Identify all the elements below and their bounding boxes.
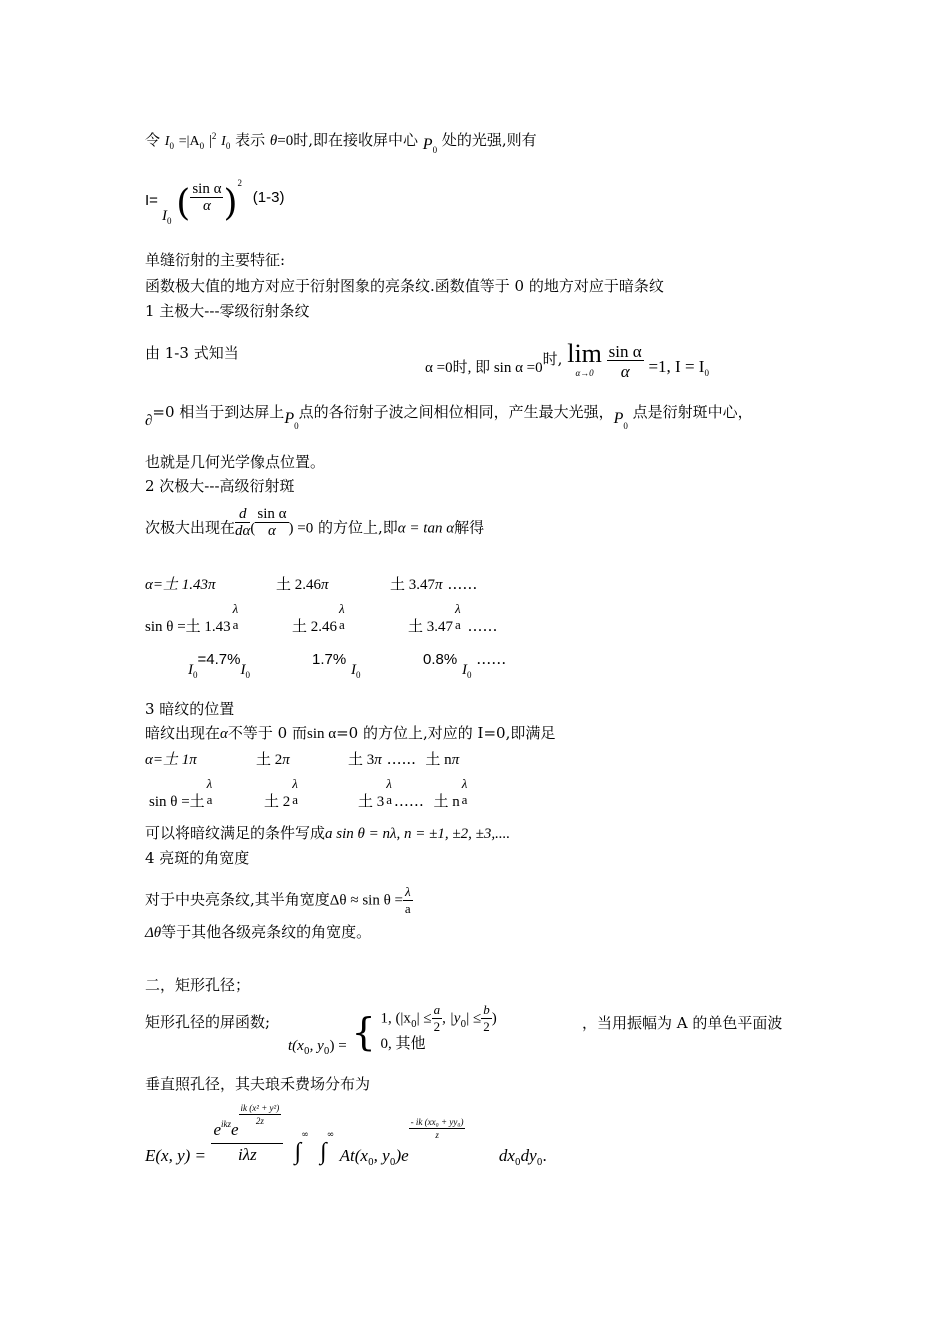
cijida-line: 次极大出现在 $\frac{d}{d\alpha}$ ( $\frac{\text{sin α}}{\alpha}$ ) =0 的方位上,即α = tan α解得 (145, 506, 485, 539)
subscript: 0 (225, 141, 231, 151)
dark-line: 暗纹出现在α不等于 0 而sin α=0 的方位上,对应的 I=0,即满足 (145, 724, 556, 742)
geom-text: 也就是几何光学像点位置。 (145, 453, 326, 471)
eq-label: (1-3) (252, 188, 285, 206)
rect-text-2: ，当用振幅为 A 的单色平面波 (582, 1014, 783, 1032)
sec-I-2: 1.7% $I_0$ (312, 651, 361, 680)
superscript-2: 2 (211, 131, 217, 141)
shi-text: 时, (542, 349, 563, 368)
dark-sin-3: 土 3 λ a …… 土 n λ a (358, 776, 468, 810)
heading-4: 4 亮斑的角宽度 (145, 849, 250, 867)
symbol-P0: P (422, 136, 433, 153)
sec-alpha-2: 土 2.46π (276, 577, 329, 593)
vertical-text: 垂直照孔径，其夫琅禾费场分布为 (145, 1075, 371, 1093)
limit-result: =1, I = I (648, 356, 705, 376)
limit-frac: $\frac{\text{sin α}}{\alpha}$ (608, 342, 642, 381)
left-paren: ( (176, 183, 191, 224)
intro-text-2: 时,即在接收屏中心 (293, 131, 419, 149)
subscript: 0 (199, 141, 205, 151)
intro-text: 令 (145, 131, 161, 149)
youshi-text: 由 1-3 式知当 (145, 344, 239, 362)
sin-alpha-frac: $\frac{\text{sin α}}{\alpha}$ (192, 181, 222, 214)
lim: lim (567, 339, 602, 368)
subscript: 0 (432, 145, 438, 155)
width-line: 对于中央亮条纹,其半角宽度Δθ ≈ sin θ = $\frac{\lambda}{a}$ (145, 884, 411, 916)
symbol-theta: θ (269, 133, 278, 149)
cijida-text-1: 次极大出现在 (145, 518, 236, 537)
section-2-title: 二，矩形孔径； (145, 976, 251, 994)
intro-text-3: 处的光强,则有 (441, 131, 537, 149)
sec-sin-1: sin θ =土 1.43 (145, 619, 231, 635)
symbol-I0-b: I (221, 134, 226, 149)
heading-1: 1 主极大---零级衍射条纹 (145, 302, 310, 320)
biaoshi-text: 表示 (235, 131, 266, 149)
derivative-frac: $\frac{d}{d\alpha}$ (235, 506, 251, 539)
phase-line: ∂=0 相当于到达屏上$P_0$点的各衍射子波之间相位相同，产生最大光强，$P_0$ 点是衍射斑中心， (145, 403, 753, 431)
width-line-2: Δθ等于其他各级亮条纹的角宽度。 (145, 923, 372, 941)
sec-alpha-1: α=土 1.43 (145, 577, 208, 593)
power-2: 2 (237, 177, 242, 188)
features-title: 单缝衍射的主要特征: (145, 251, 286, 269)
alpha-zero: α =0时, 即 sin α =0 (425, 359, 543, 376)
dark-sin-2: 土 2 λ a (264, 776, 298, 810)
cijida-text-2: 的方位上,即 (318, 518, 398, 537)
tan-eq: α = tan α (397, 520, 455, 537)
sec-alpha-3: 土 3.47π …… (390, 575, 478, 593)
sin-alpha-frac-2: $\frac{\text{sin α}}{\alpha}$ (257, 506, 287, 539)
symbol-I0: I (164, 134, 170, 149)
sec-sin-3: 土 3.47 λ a …… (408, 601, 498, 635)
intro-line (145, 130, 537, 155)
dark-sin-row: sin θ =土 λ a (149, 776, 213, 810)
phase-text-1: =0 相当于到达屏上 (152, 403, 285, 421)
partial-symbol: ∂ (145, 413, 153, 429)
heading-2: 2 次极大---高级衍射斑 (145, 477, 295, 495)
symbol-I0: I (162, 207, 167, 224)
equals-abs-A: =|A (178, 134, 200, 149)
cijida-text-3: 解得 (454, 518, 485, 537)
sec-I-1: $I_0=4.7\%I_0$ (188, 651, 250, 680)
equation-1-3 (145, 190, 158, 211)
rect-screen-function: $t(x_0$, $y_0$) = { 1, ($|x_0|$ ≤ $\frac{a}{2}$ , $|y_0|$ ≤ $\frac{b}{2}$ ) 0, 其他 (288, 1002, 497, 1057)
features-text: 函数极大值的地方对应于衍射图象的亮条纹.函数值等于 0 的地方对应于暗条纹 (145, 277, 664, 295)
eq-zero: ) =0 (288, 520, 314, 537)
sec-I-3: 0.8% $I_0$ …… (423, 650, 507, 680)
phase-text-3: 点是衍射斑中心， (632, 403, 753, 421)
lim-under: α→0 (575, 368, 594, 378)
dark-alpha-2: 土 2π (256, 752, 290, 768)
equals-zero: =0 (277, 133, 294, 149)
dark-alpha-row: α=土 1π (145, 752, 197, 768)
rect-line: 矩形孔径的屏函数; (145, 1013, 271, 1031)
condition-line: 可以将暗纹满足的条件写成a sin θ = nλ, n = ±1, ±2, ±3,.... (145, 824, 511, 842)
right-paren: ) (223, 183, 238, 224)
sec-alpha-row: α=土 1.43π (145, 577, 216, 593)
eq-lhs: I= (145, 192, 158, 209)
equation-1-3-body: $I_0$ ( $\frac{\text{sin α}}{\alpha}$ )$^2$ (1-3) (162, 177, 285, 226)
limit-equation: α =0时, 即 sin α =0时, lim α→0 $\frac{\text{sin α}}{\alpha}$ =1, $I = I_0$ (425, 339, 709, 381)
sec-sin-2: 土 2.46 λ a (292, 601, 345, 635)
fraunhofer-equation: E(x, y) = $e^{ikz}e$ $\frac{\text{ik (x² + y²)}}{2z}$ iλz $\int_\infty$ $\int_\infty$ $At(x_0$, $y_0)e$ $\frac{\text{- ik (xx₀ + yy₀)}}{z}$ $dx_0dy_0$. (145, 1103, 547, 1168)
phase-text-2: 点的各衍射子波之间相位相同，产生最大光强， (298, 403, 614, 421)
heading-3: 3 暗纹的位置 (145, 700, 235, 718)
dark-alpha-3: 土 3π …... 土 nπ (348, 750, 460, 768)
sec-sin-row: sin θ =土 1.43 λ a (145, 601, 239, 635)
subscript: 0 (169, 141, 174, 151)
abs-bar: | (208, 133, 212, 149)
